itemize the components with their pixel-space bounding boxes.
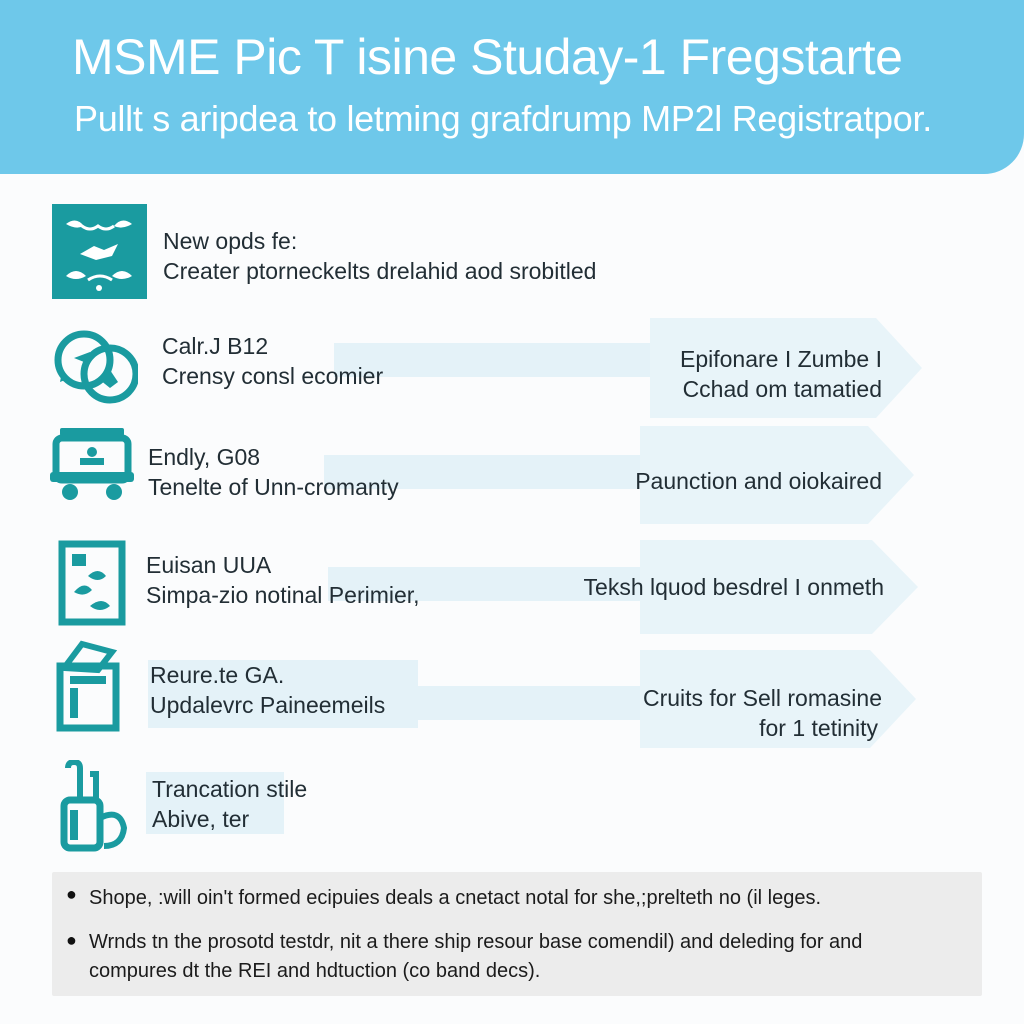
note-1-line1: Shope, :will oin't formed ecipuies deals a cnetact notal for she,;prelteth no (il leges. [89, 887, 822, 909]
page-subtitle: Pullt s aripdea to letming grafdrump MP2l Registratpor. [74, 98, 932, 139]
row5-left-line1: Reure.te GA. [150, 662, 285, 688]
row3-left-line2: Tenelte of Unn-cromanty [148, 474, 399, 500]
folder-icon [56, 640, 122, 732]
row4-left-line2: Simpa-zio notinal Perimier, [146, 582, 420, 608]
row2-right-text [600, 344, 882, 404]
note-1-text [89, 884, 821, 913]
note-bullet: ● [66, 930, 77, 950]
note-2-line1: Wrnds tn the prosotd testdr, nit a there ship resour base comendil) and deleding for and [89, 931, 863, 953]
row6-left-line1: Trancation stile [152, 776, 308, 802]
row5-right-line1: Cruits for Sell romasine [642, 685, 882, 711]
row5-right-line2: for 1 tetinity [759, 715, 878, 741]
row1-left-text [163, 226, 596, 286]
row4-left-line1: Euisan UUA [146, 552, 272, 578]
note-bullet: ● [66, 884, 77, 904]
row1-left-line2: Creater ptorneckelts drelahid aod srobitled [163, 258, 597, 284]
row5-right-text [560, 683, 882, 743]
row4-right-text [540, 572, 884, 602]
row3-right-text [560, 466, 882, 496]
row4-left-text [146, 550, 420, 610]
row2-left-line2: Crensy consl ecomier [162, 363, 384, 389]
row6-left-text [152, 774, 307, 834]
row6-left-line2: Abive, ter [152, 806, 250, 832]
row3-left-line1: Endly, G08 [148, 444, 261, 470]
row2-right-line2: Cchad om tamatied [682, 376, 882, 402]
note-2-line2: compures dt the REI and hdtuction (co band decs). [89, 960, 541, 982]
header-banner [0, 0, 1024, 174]
notes-box [52, 872, 982, 996]
note-2-text [89, 928, 862, 986]
cycle-arrows-icon [52, 322, 138, 408]
row2-left-text [162, 331, 383, 391]
bottle-cup-icon [60, 760, 130, 852]
page-title: MSME Pic T isine Studay-1 Fregstarte [72, 29, 903, 85]
row3-right-line1: Paunction and oiokaired [635, 468, 882, 494]
row2-right-line1: Epifonare I Zumbe I [680, 346, 882, 372]
row2-left-line1: Calr.J B12 [162, 333, 269, 359]
row5-left-line2: Updalevrc Paineemeils [150, 692, 386, 718]
row3-left-text [148, 442, 399, 502]
row5-left-text [150, 660, 385, 720]
vehicle-icon [50, 426, 134, 502]
row4-right-line1: Teksh lquod besdrel I onmeth [583, 574, 884, 600]
row1-left-line1: New opds fe: [163, 228, 298, 254]
leaf-pattern-icon [52, 204, 147, 299]
document-leaves-icon [58, 540, 126, 626]
